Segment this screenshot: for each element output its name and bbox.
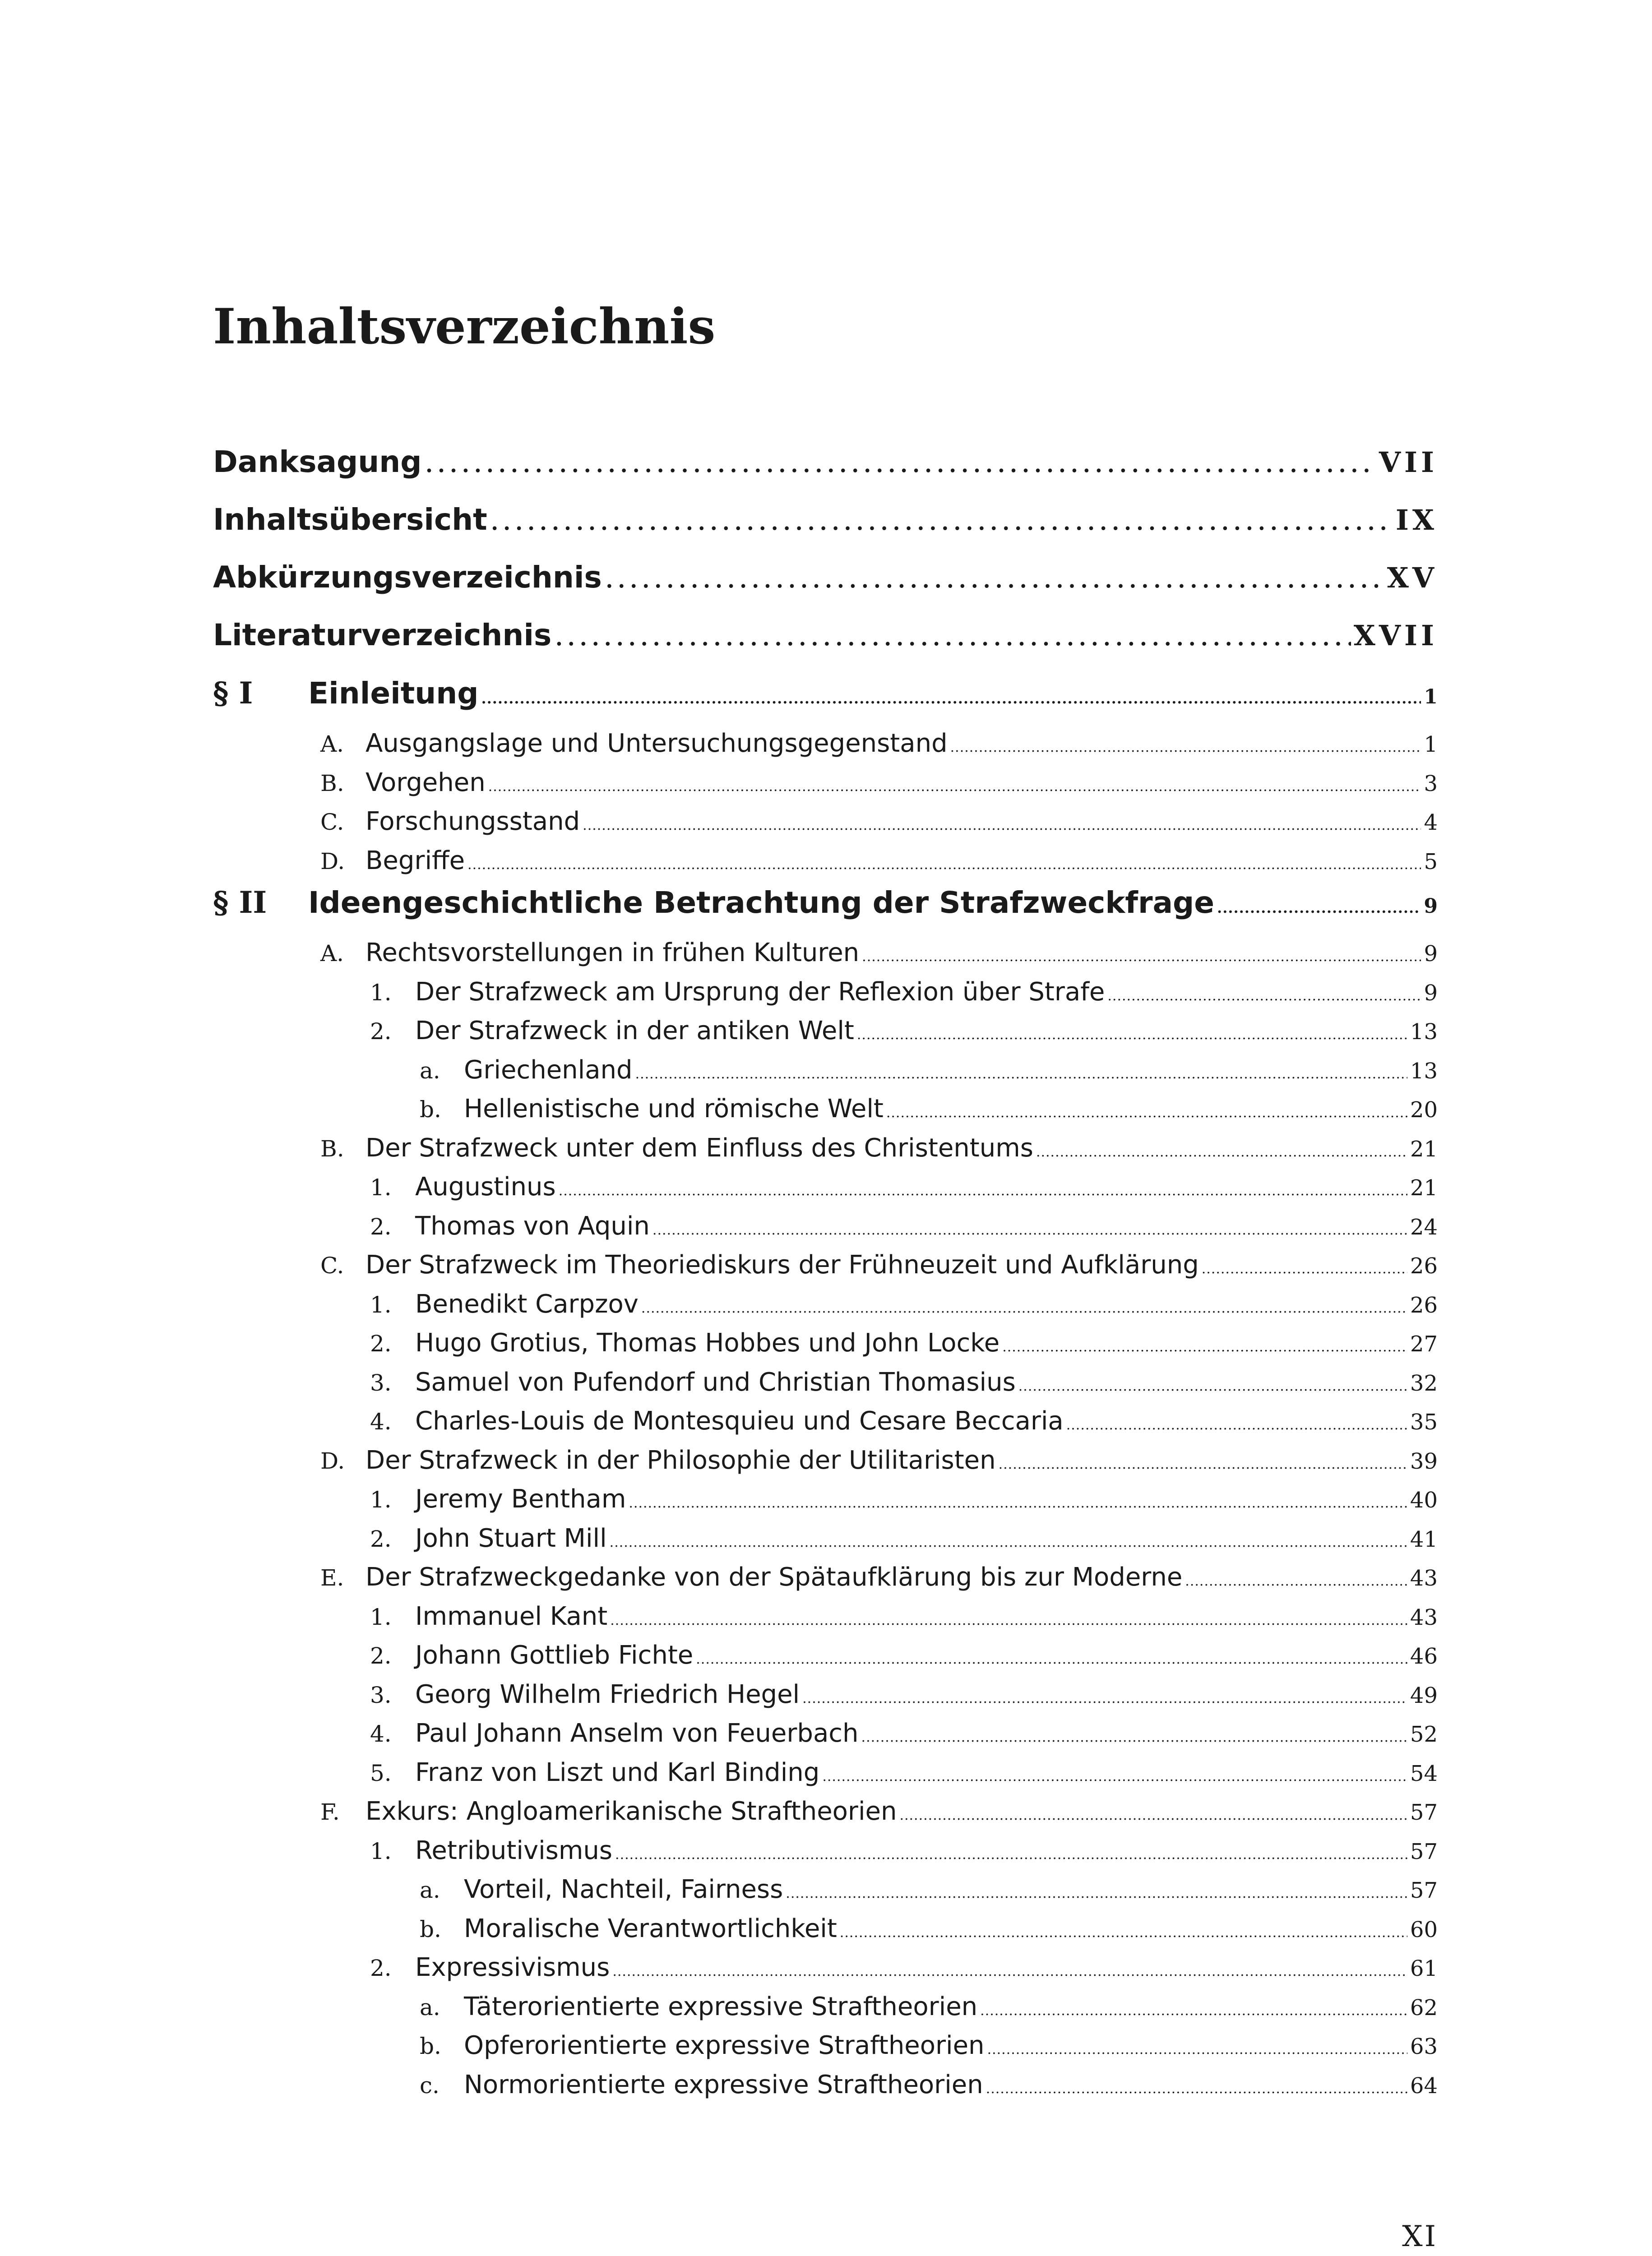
subsubsection-number: b.	[420, 1096, 441, 1123]
toc-entry-danksagung[interactable]	[213, 444, 1438, 502]
toc-section[interactable]	[213, 938, 1438, 977]
subsection-number: 2.	[370, 1018, 392, 1045]
subsection-page: 9	[1424, 980, 1438, 1006]
toc-section[interactable]	[213, 1250, 1438, 1290]
dot-leader	[467, 857, 1421, 873]
dot-leader	[1066, 1417, 1407, 1433]
subsection-title: Expressivismus	[415, 1953, 610, 1982]
subsection-title: Paul Johann Anselm von Feuerbach	[415, 1719, 859, 1748]
toc-subsubsection[interactable]	[213, 2070, 1438, 2109]
section-page: 39	[1410, 1448, 1438, 1474]
subsection-page: 49	[1410, 1683, 1438, 1708]
section-title: Ausgangslage und Untersuchungsgegenstand	[366, 729, 948, 758]
subsection-title: Thomas von Aquin	[415, 1211, 650, 1241]
subsection-title: Der Strafzweck am Ursprung der Reflexion über Strafe	[415, 977, 1105, 1007]
dot-leader	[986, 2081, 1407, 2097]
toc-subsubsection[interactable]	[213, 2031, 1438, 2070]
toc-subsection[interactable]	[213, 1406, 1438, 1446]
subsection-title: Franz von Liszt und Karl Binding	[415, 1757, 820, 1787]
toc-subsection[interactable]	[213, 1602, 1438, 1641]
subsection-page: 43	[1410, 1604, 1438, 1630]
dot-leader	[605, 560, 1384, 595]
dot-leader	[635, 1066, 1407, 1082]
subsection-title: Immanuel Kant	[415, 1601, 608, 1631]
subsection-title: Georg Wilhelm Friedrich Hegel	[415, 1679, 800, 1709]
section-number: A.	[320, 731, 344, 757]
subsection-page: 52	[1410, 1722, 1438, 1747]
section-title: Der Strafzweckgedanke von der Spätaufklärung bis zur Moderne	[366, 1563, 1183, 1592]
toc-subsubsection[interactable]	[213, 1055, 1438, 1095]
toc-section[interactable]	[213, 1446, 1438, 1485]
toc-subsection[interactable]	[213, 1680, 1438, 1719]
subsection-page: 27	[1410, 1331, 1438, 1357]
toc-section[interactable]	[213, 1797, 1438, 1836]
dot-leader	[786, 1886, 1407, 1901]
section-title: Der Strafzweck unter dem Einfluss des Christentums	[366, 1133, 1033, 1163]
subsection-page: 35	[1410, 1410, 1438, 1435]
subsubsection-page: 63	[1410, 2034, 1438, 2059]
chapter-title: Ideengeschichtliche Betrachtung der Strafzweckfrage	[308, 885, 1215, 920]
subsection-number: 2.	[370, 1331, 392, 1357]
subsection-page: 24	[1410, 1214, 1438, 1240]
subsection-title: Samuel von Pufendorf und Christian Thomasius	[415, 1367, 1016, 1397]
dot-leader	[583, 818, 1421, 833]
subsection-page: 57	[1410, 1839, 1438, 1864]
dot-leader	[862, 949, 1421, 965]
chapter-page: 9	[1424, 895, 1438, 918]
subsection-page: 54	[1410, 1761, 1438, 1786]
subsection-title: John Stuart Mill	[415, 1523, 607, 1553]
subsubsection-title: Täterorientierte expressive Straftheorien	[464, 1992, 978, 2021]
toc-entry-title: Abkürzungsverzeichnis	[213, 560, 602, 595]
section-page: 26	[1410, 1253, 1438, 1279]
toc-subsection[interactable]	[213, 1328, 1438, 1368]
section-number: A.	[320, 940, 344, 966]
section-page: 43	[1410, 1566, 1438, 1591]
section-page: 1	[1424, 732, 1438, 757]
toc-entry-inhaltsuebersicht[interactable]	[213, 502, 1438, 560]
toc-entry-literaturverzeichnis[interactable]	[213, 618, 1438, 675]
subsection-title: Augustinus	[415, 1172, 556, 1202]
toc-section[interactable]	[213, 1563, 1438, 1602]
section-number: D.	[320, 1447, 345, 1474]
section-title: Der Strafzweck im Theoriediskurs der Frühneuzeit und Aufklärung	[366, 1250, 1199, 1280]
dot-leader	[488, 779, 1421, 795]
dot-leader	[629, 1495, 1407, 1511]
subsubsection-number: a.	[420, 1877, 440, 1903]
toc-section[interactable]	[213, 1133, 1438, 1173]
toc-entry-page: XV	[1387, 561, 1438, 594]
toc-entry-page: IX	[1395, 504, 1438, 536]
toc-section[interactable]	[213, 768, 1438, 807]
dot-leader	[950, 740, 1421, 755]
subsection-page: 13	[1410, 1019, 1438, 1045]
dot-leader	[559, 1183, 1407, 1199]
toc-subsection[interactable]	[213, 1211, 1438, 1251]
subsubsection-number: b.	[420, 2033, 441, 2059]
toc-chapter-1[interactable]	[213, 675, 1438, 729]
page-number: XI	[1402, 2220, 1438, 2253]
subsection-number: 1.	[370, 1174, 392, 1201]
dot-leader	[980, 2003, 1407, 2019]
chapter-title: Einleitung	[308, 676, 479, 711]
subsubsection-number: b.	[420, 1916, 441, 1942]
section-number: D.	[320, 848, 345, 874]
toc-subsubsection[interactable]	[213, 1094, 1438, 1133]
section-number: C.	[320, 809, 344, 835]
section-title: Begriffe	[366, 846, 465, 875]
subsection-number: 2.	[370, 1955, 392, 1981]
toc-subsection[interactable]	[213, 1524, 1438, 1563]
toc-subsection[interactable]	[213, 1016, 1438, 1055]
subsubsection-title: Opferorientierte expressive Straftheorien	[464, 2031, 985, 2060]
toc-subsubsection[interactable]	[213, 1914, 1438, 1953]
dot-leader	[861, 1729, 1407, 1745]
subsection-title: Retributivismus	[415, 1835, 613, 1865]
dot-leader	[999, 1456, 1407, 1472]
subsubsection-page: 13	[1410, 1058, 1438, 1084]
subsubsection-page: 60	[1410, 1917, 1438, 1942]
subsubsection-title: Vorteil, Nachteil, Fairness	[464, 1875, 783, 1904]
section-page: 4	[1424, 810, 1438, 835]
subsection-title: Benedikt Carpzov	[415, 1289, 639, 1319]
subsection-number: 5.	[370, 1760, 392, 1786]
dot-leader	[802, 1691, 1407, 1706]
dot-leader	[1002, 1339, 1407, 1355]
dot-leader	[424, 444, 1376, 479]
dot-leader	[610, 1613, 1407, 1628]
dot-leader	[886, 1105, 1407, 1121]
subsubsection-page: 20	[1410, 1097, 1438, 1123]
page-title: Inhaltsverzeichnis	[213, 298, 716, 355]
subsection-number: 1.	[370, 1487, 392, 1513]
subsection-number: 1.	[370, 1838, 392, 1864]
subsection-number: 2.	[370, 1213, 392, 1240]
dot-leader	[1018, 1378, 1407, 1394]
dot-leader	[490, 502, 1393, 537]
toc-subsubsection[interactable]	[213, 1875, 1438, 1914]
toc-section[interactable]	[213, 807, 1438, 846]
subsubsection-title: Griechenland	[464, 1055, 633, 1085]
chapter-number: § II	[213, 885, 267, 920]
subsection-number: 1.	[370, 979, 392, 1006]
dot-leader	[987, 2042, 1407, 2057]
dot-leader	[1036, 1144, 1407, 1160]
subsubsection-title: Hellenistische und römische Welt	[464, 1094, 884, 1123]
section-page: 9	[1424, 941, 1438, 966]
toc-entry-title: Literaturverzeichnis	[213, 618, 552, 652]
subsection-page: 32	[1410, 1370, 1438, 1396]
dot-leader	[899, 1808, 1407, 1823]
subsection-page: 26	[1410, 1292, 1438, 1318]
dot-leader	[696, 1651, 1407, 1667]
toc-subsection[interactable]	[213, 1641, 1438, 1680]
subsubsection-title: Moralische Verantwortlichkeit	[464, 1914, 837, 1943]
toc-subsection[interactable]	[213, 1953, 1438, 1992]
toc-subsection[interactable]	[213, 977, 1438, 1017]
toc-subsection[interactable]	[213, 1836, 1438, 1875]
subsubsection-number: a.	[420, 1994, 440, 2020]
subsection-number: 2.	[370, 1643, 392, 1669]
subsubsection-page: 57	[1410, 1878, 1438, 1903]
subsection-number: 4.	[370, 1409, 392, 1435]
section-title: Exkurs: Angloamerikanische Straftheorien	[366, 1797, 897, 1826]
subsubsection-page: 62	[1410, 1995, 1438, 2020]
toc-entry-title: Danksagung	[213, 444, 422, 479]
table-of-contents	[213, 444, 1438, 2109]
toc-subsubsection[interactable]	[213, 1992, 1438, 2031]
section-page: 5	[1424, 849, 1438, 874]
toc-subsection[interactable]	[213, 1172, 1438, 1211]
subsection-title: Johann Gottlieb Fichte	[415, 1641, 694, 1670]
dot-leader	[554, 618, 1351, 652]
toc-entry-abkuerzungsverzeichnis[interactable]	[213, 560, 1438, 618]
section-number: E.	[320, 1565, 344, 1591]
toc-entry-page: VII	[1379, 446, 1438, 479]
section-number: F.	[320, 1799, 340, 1825]
subsection-title: Charles-Louis de Montesquieu und Cesare Beccaria	[415, 1406, 1064, 1436]
section-title: Rechtsvorstellungen in frühen Kulturen	[366, 938, 860, 967]
subsection-page: 61	[1410, 1956, 1438, 1981]
toc-chapter-2[interactable]	[213, 885, 1438, 938]
subsection-title: Der Strafzweck in der antiken Welt	[415, 1016, 854, 1045]
dot-leader	[652, 1222, 1407, 1238]
subsection-number: 4.	[370, 1721, 392, 1747]
dot-leader	[1202, 1261, 1407, 1277]
subsection-page: 40	[1410, 1488, 1438, 1513]
section-number: C.	[320, 1253, 344, 1279]
subsection-title: Hugo Grotius, Thomas Hobbes und John Locke	[415, 1328, 1000, 1358]
dot-leader	[840, 1925, 1407, 1941]
section-number: B.	[320, 770, 344, 796]
chapter-number: § I	[213, 675, 253, 711]
section-title: Vorgehen	[366, 767, 486, 797]
section-number: B.	[320, 1135, 344, 1162]
section-page: 57	[1410, 1800, 1438, 1825]
dot-leader	[641, 1300, 1407, 1316]
dot-leader	[615, 1847, 1407, 1863]
subsection-page: 41	[1410, 1526, 1438, 1552]
subsection-title: Jeremy Bentham	[415, 1484, 626, 1514]
toc-subsection[interactable]	[213, 1719, 1438, 1758]
subsubsection-title: Normorientierte expressive Straftheorien	[464, 2070, 983, 2099]
section-title: Forschungsstand	[366, 807, 580, 836]
subsection-number: 1.	[370, 1604, 392, 1630]
subsection-page: 21	[1410, 1175, 1438, 1201]
toc-subsection[interactable]	[213, 1758, 1438, 1797]
toc-subsection[interactable]	[213, 1484, 1438, 1524]
dot-leader	[610, 1535, 1407, 1550]
section-title: Der Strafzweck in der Philosophie der Utilitaristen	[366, 1445, 996, 1475]
subsubsection-number: a.	[420, 1057, 440, 1084]
section-page: 21	[1410, 1136, 1438, 1162]
dot-leader	[1107, 988, 1421, 1004]
subsection-number: 3.	[370, 1369, 392, 1396]
toc-subsection[interactable]	[213, 1290, 1438, 1329]
dot-leader	[822, 1769, 1407, 1784]
subsection-number: 3.	[370, 1682, 392, 1708]
subsection-page: 46	[1410, 1644, 1438, 1669]
dot-leader	[1185, 1573, 1407, 1589]
toc-section[interactable]	[213, 729, 1438, 768]
chapter-page: 1	[1424, 685, 1438, 708]
subsection-number: 2.	[370, 1526, 392, 1552]
subsubsection-page: 64	[1410, 2073, 1438, 2099]
section-page: 3	[1424, 771, 1438, 796]
toc-entry-page: XVII	[1353, 619, 1438, 652]
dot-leader	[612, 1964, 1407, 1979]
toc-entry-title: Inhaltsübersicht	[213, 502, 487, 537]
subsection-number: 1.	[370, 1291, 392, 1318]
toc-subsection[interactable]	[213, 1368, 1438, 1407]
dot-leader	[857, 1027, 1407, 1043]
subsubsection-number: c.	[420, 2072, 440, 2099]
dot-leader	[481, 690, 1421, 707]
dot-leader	[1217, 899, 1421, 916]
toc-section[interactable]	[213, 846, 1438, 885]
